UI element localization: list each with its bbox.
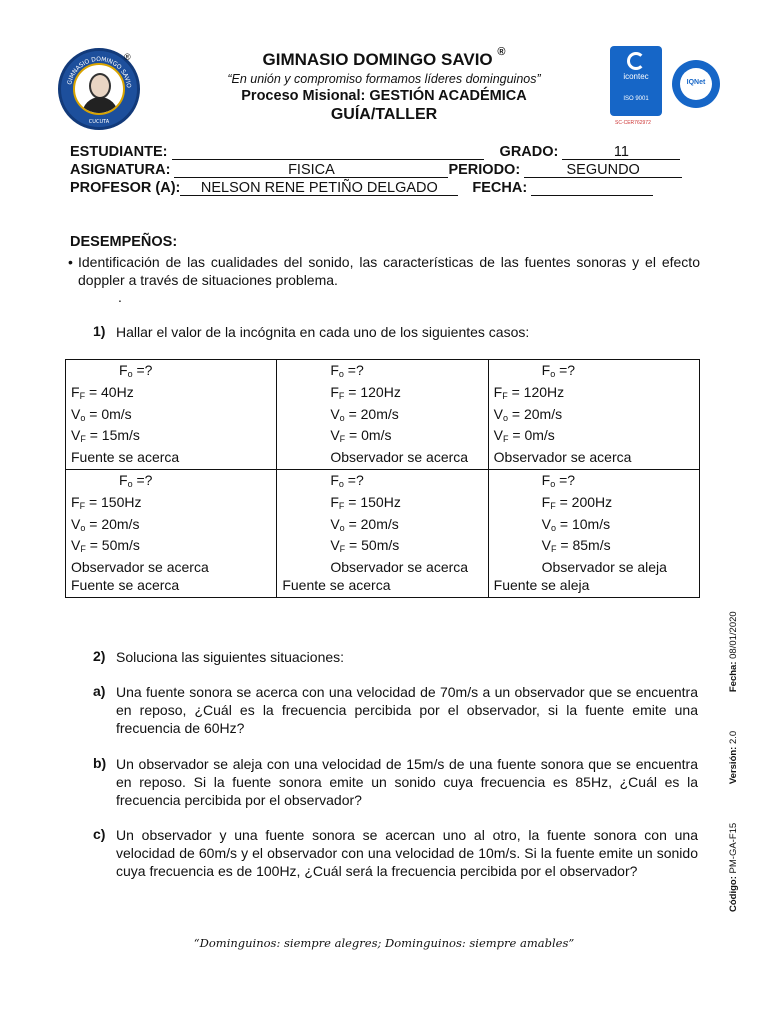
bullet-dot-icon: • xyxy=(68,254,73,270)
case-vf: $V_F = 50m/s$ xyxy=(330,537,400,555)
q2c-label: c) xyxy=(93,826,106,842)
case-ff: $F_F = 150Hz$ xyxy=(330,493,401,511)
case-fo: $F_o$ =? xyxy=(119,362,153,379)
case-cell xyxy=(66,360,277,470)
case-vo: $V_o = 20m/s$ xyxy=(71,515,140,533)
case-cell xyxy=(277,360,488,470)
q2a-text: Una fuente sonora se acerca con una velocidad de 70m/s a un observador que se encuentra en reposo, ¿Cuál es la frecuencia percibida por el observador, si la fuente emite una frecuencia de 60Hz? xyxy=(116,684,698,736)
case-condition-2: Fuente se acerca xyxy=(71,576,180,593)
cert-code: SC-CER762972 xyxy=(615,120,651,126)
iqnet-label: IQNet xyxy=(686,79,706,86)
teacher-field[interactable]: NELSON RENE PETIÑO DELGADO xyxy=(180,180,458,196)
q2b-text: Un observador se aleja con una velocidad de 15m/s de una fuente sonora que se encuentra en reposo. Si la fuente sonora emite un sonido cuya frecuencia es 85Hz, ¿Cuál es la frecuencia percibida por el observador? xyxy=(116,756,698,808)
cases-table xyxy=(65,359,700,598)
case-condition: Observador se aleja xyxy=(541,559,667,576)
case-vo: $V_o = 20m/s$ xyxy=(330,405,399,423)
case-vo: $V_o = 0m/s$ xyxy=(71,405,132,423)
iso-label: ISO 9001 xyxy=(623,96,649,102)
case-ff: $F_F = 120Hz$ xyxy=(330,383,401,401)
case-condition-2: Fuente se aleja xyxy=(493,576,590,593)
case-vo: $V_o = 10m/s$ xyxy=(541,515,611,533)
codigo-meta: Código: PM-GA-F15 xyxy=(728,822,739,912)
case-fo: $F_o$ =? xyxy=(119,471,153,489)
icontec-label: icontec xyxy=(623,72,649,81)
case-cell xyxy=(66,469,277,597)
q1-number: 1) xyxy=(93,323,106,339)
footer-slogan: “Dominguinos: siempre alegres; Dominguinos: siempre amables” xyxy=(193,936,575,950)
q2-text: Soluciona las siguientes situaciones: xyxy=(116,649,345,665)
svg-text:CUCUTA: CUCUTA xyxy=(88,119,110,125)
case-vf: $V_F = 85m/s$ xyxy=(541,537,611,555)
case-condition: Fuente se acerca xyxy=(71,449,180,466)
case-ff: $F_F = 150Hz$ xyxy=(71,493,142,511)
case-cell xyxy=(488,469,699,597)
case-fo: $F_o$ =? xyxy=(541,362,576,379)
school-name: GIMNASIO DOMINGO SAVIO ® xyxy=(262,46,506,69)
case-ff: $F_F = 120Hz$ xyxy=(493,383,565,401)
case-vf: $V_F = 0m/s$ xyxy=(493,427,555,445)
case-vf: $V_F = 0m/s$ xyxy=(330,427,392,445)
case-vf: $V_F = 50m/s$ xyxy=(71,537,140,555)
case-condition: Observador se acerca xyxy=(493,449,632,466)
case-cell xyxy=(277,469,488,597)
case-vf: $V_F = 15m/s$ xyxy=(71,427,140,445)
q2-number: 2) xyxy=(93,648,106,664)
teacher-row: PROFESOR (A): NELSON RENE PETIÑO DELGADO FECHA: xyxy=(70,180,653,196)
case-cell xyxy=(488,360,699,470)
q2b-label: b) xyxy=(93,755,107,771)
desempenos-title: DESEMPEÑOS: xyxy=(70,234,178,250)
table-row xyxy=(66,469,700,597)
period-field[interactable]: SEGUNDO xyxy=(524,162,682,178)
version-meta: Versión: 2.0 xyxy=(728,730,739,785)
q1-text: Hallar el valor de la incógnita en cada uno de los siguientes casos: xyxy=(116,324,530,340)
case-ff: $F_F = 200Hz$ xyxy=(541,493,613,511)
case-fo: $F_o$ =? xyxy=(541,471,576,489)
school-motto: “En unión y compromiso formamos líderes dominguinos” xyxy=(227,72,541,86)
case-ff: $F_F = 40Hz$ xyxy=(71,383,134,401)
date-field[interactable] xyxy=(531,180,653,196)
iqnet-cert-logo xyxy=(672,60,720,108)
case-vo: $V_o = 20m/s$ xyxy=(493,405,563,423)
process-title: Proceso Misional: GESTIÓN ACADÉMICA xyxy=(241,88,527,104)
q2c-text: Un observador y una fuente sonora se acercan uno al otro, la fuente sonora con una velocidad de 60m/s y el observador con una velocidad de 10m/s. Si la fuente emite un sonido cuya frecuencia es de 100Hz, ¿Cuál será la frecuencia percibida por el observador? xyxy=(116,827,698,879)
q2a-label: a) xyxy=(93,683,106,699)
case-fo: $F_o$ =? xyxy=(330,362,364,379)
case-vo: $V_o = 20m/s$ xyxy=(330,515,399,533)
table-row xyxy=(66,360,700,470)
stray-dot: . xyxy=(118,289,122,305)
icontec-icon xyxy=(627,52,645,70)
case-condition: Observador se acerca xyxy=(330,449,469,466)
case-condition: Observador se acerca xyxy=(71,559,209,576)
case-condition: Observador se acerca xyxy=(330,559,469,576)
registered-mark: ® xyxy=(497,46,506,58)
subject-field[interactable]: FISICA xyxy=(174,162,448,178)
case-fo: $F_o$ =? xyxy=(330,471,364,489)
logo-registered-mark: ® xyxy=(124,52,131,62)
case-condition-2: Fuente se acerca xyxy=(282,576,391,593)
fecha-meta: Fecha: 08/01/2020 xyxy=(728,611,739,693)
svg-text:GIMNASIO DOMINGO SAVIO: GIMNASIO DOMINGO SAVIO xyxy=(66,55,133,89)
document-type: GUÍA/TALLER xyxy=(330,106,438,123)
subject-row: ASIGNATURA: FISICA PERIODO: SEGUNDO xyxy=(70,162,682,178)
icontec-cert-logo xyxy=(610,46,662,116)
student-field[interactable] xyxy=(172,144,484,160)
student-row: ESTUDIANTE: GRADO: 11 xyxy=(70,144,680,160)
desempeno-bullet: • Identificación de las cualidades del sonido, las características de las fuentes sonoras y el efecto doppler a través de situaciones problema. xyxy=(68,254,700,288)
grade-field[interactable]: 11 xyxy=(562,144,680,160)
document-metadata xyxy=(728,612,739,912)
